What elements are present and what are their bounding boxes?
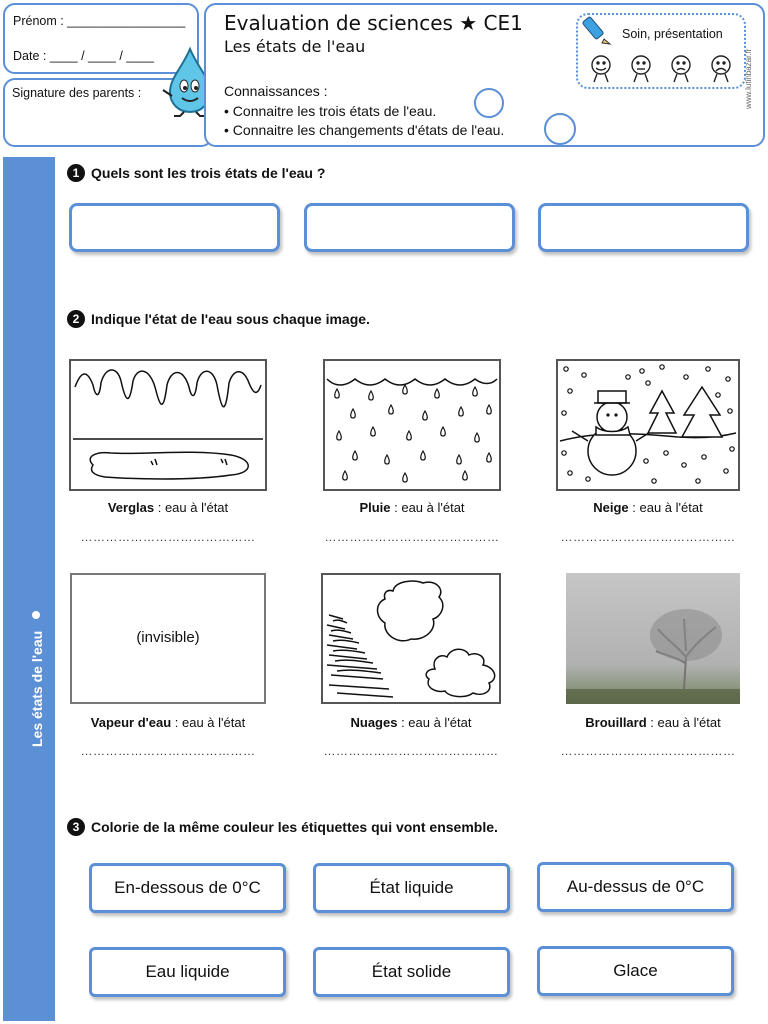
raindrop (435, 389, 440, 398)
signature-label: Signature des parents : (12, 86, 142, 100)
nuages-image (321, 573, 501, 704)
prenom-label[interactable]: Prénom : _________________ (13, 14, 186, 28)
raindrop (353, 451, 358, 460)
caption-verglas: Verglas : eau à l'état (107, 500, 229, 515)
snowflake (724, 469, 728, 473)
side-band-text: Les états de l'eau (29, 630, 45, 747)
answer-line-brouillard[interactable]: …………………………………… (560, 744, 736, 758)
raindrop (407, 431, 412, 440)
answer-box-1[interactable] (69, 203, 280, 252)
connaissances-title: Connaissances : (224, 83, 328, 99)
snowflake (684, 375, 688, 379)
vapeur-image-text: (invisible) (136, 629, 200, 646)
label-glace[interactable]: Glace (537, 946, 734, 996)
side-band-label (29, 611, 45, 747)
raindrop (473, 387, 478, 396)
answer-line-pluie[interactable]: …………………………………… (324, 530, 500, 544)
connaissance-2: • Connaitre les changements d'états de l'eau. (224, 122, 505, 138)
raindrop (459, 407, 464, 416)
raindrop (371, 427, 376, 436)
snowflake (716, 393, 720, 397)
raindrop (403, 385, 408, 394)
raindrop (463, 471, 468, 480)
connaissance-2-checkbox[interactable] (544, 113, 576, 145)
question-number-1: 1 (67, 164, 85, 182)
page-subtitle: Les états de l'eau (224, 37, 366, 56)
question-3 (67, 818, 498, 836)
question-2-text: Indique l'état de l'eau sous chaque image. (91, 311, 370, 327)
raindrop (335, 389, 340, 398)
snowflake (640, 369, 644, 373)
answer-box-2[interactable] (304, 203, 515, 252)
question-2 (67, 310, 370, 328)
raindrop (351, 409, 356, 418)
page-title: Evaluation de sciences ★ CE1 (224, 11, 523, 35)
date-label[interactable]: Date : ____ / ____ / ____ (13, 49, 155, 63)
answer-line-verglas[interactable]: …………………………………… (80, 530, 256, 544)
raindrop (369, 391, 374, 400)
brouillard-image (566, 573, 740, 704)
snowflake (586, 477, 590, 481)
label-etat-liquide[interactable]: État liquide (313, 863, 510, 913)
title-box (204, 3, 765, 147)
snowflake (626, 375, 630, 379)
snowflake (726, 377, 730, 381)
answer-line-vapeur[interactable]: …………………………………… (80, 744, 256, 758)
bullet-icon (32, 611, 40, 619)
question-1-text: Quels sont les trois états de l'eau ? (91, 165, 326, 181)
raindrop (403, 473, 408, 482)
snowflake (644, 459, 648, 463)
pencil-icon (580, 13, 614, 52)
credit-text: www.lutinbazar.fr (744, 48, 753, 109)
snowflake (706, 367, 710, 371)
snowflake (562, 411, 566, 415)
answer-line-nuages[interactable]: …………………………………… (323, 744, 499, 758)
raindrop (475, 433, 480, 442)
connaissance-1: • Connaitre les trois états de l'eau. (224, 103, 437, 119)
raindrop (423, 411, 428, 420)
snowflake (582, 373, 586, 377)
vapeur-image (70, 573, 266, 704)
answer-box-3[interactable] (538, 203, 749, 252)
snowflake (646, 381, 650, 385)
connaissance-1-checkbox[interactable] (474, 88, 504, 118)
snowflake (728, 409, 732, 413)
label-en-dessous[interactable]: En-dessous de 0°C (89, 863, 286, 913)
answer-line-neige[interactable]: …………………………………… (560, 530, 736, 544)
snowflake (682, 463, 686, 467)
snowflake (568, 471, 572, 475)
raindrop (343, 471, 348, 480)
smiley-faces[interactable] (584, 51, 744, 85)
caption-pluie: Pluie : eau à l'état (359, 500, 465, 515)
raindrop (385, 455, 390, 464)
snowflake (696, 479, 700, 483)
snowflake (562, 451, 566, 455)
raindrop (487, 405, 492, 414)
question-number-2: 2 (67, 310, 85, 328)
raindrop (337, 431, 342, 440)
raindrop (487, 453, 492, 462)
label-au-dessus[interactable]: Au-dessus de 0°C (537, 862, 734, 912)
snowflake (730, 447, 734, 451)
soin-label: Soin, présentation (622, 27, 723, 41)
side-band (3, 157, 55, 1021)
question-number-3: 3 (67, 818, 85, 836)
question-1 (67, 164, 325, 182)
verglas-image (69, 359, 267, 491)
caption-vapeur: Vapeur d'eau : eau à l'état (90, 715, 246, 730)
neige-image (556, 359, 740, 491)
caption-nuages: Nuages : eau à l'état (350, 715, 472, 730)
soin-box (576, 13, 746, 89)
raindrop (457, 455, 462, 464)
snowflake (664, 451, 668, 455)
question-3-text: Colorie de la même couleur les étiquettes qui vont ensemble. (91, 819, 498, 835)
snowflake (564, 367, 568, 371)
snowflake (568, 389, 572, 393)
raindrop (421, 451, 426, 460)
pluie-image (323, 359, 501, 491)
snowflake (702, 455, 706, 459)
label-etat-solide[interactable]: État solide (313, 947, 510, 997)
caption-neige: Neige : eau à l'état (593, 500, 703, 515)
snowflake (660, 365, 664, 369)
caption-brouillard: Brouillard : eau à l'état (585, 715, 721, 730)
label-eau-liquide[interactable]: Eau liquide (89, 947, 286, 997)
snowflake (652, 479, 656, 483)
raindrop (441, 427, 446, 436)
raindrop (389, 405, 394, 414)
